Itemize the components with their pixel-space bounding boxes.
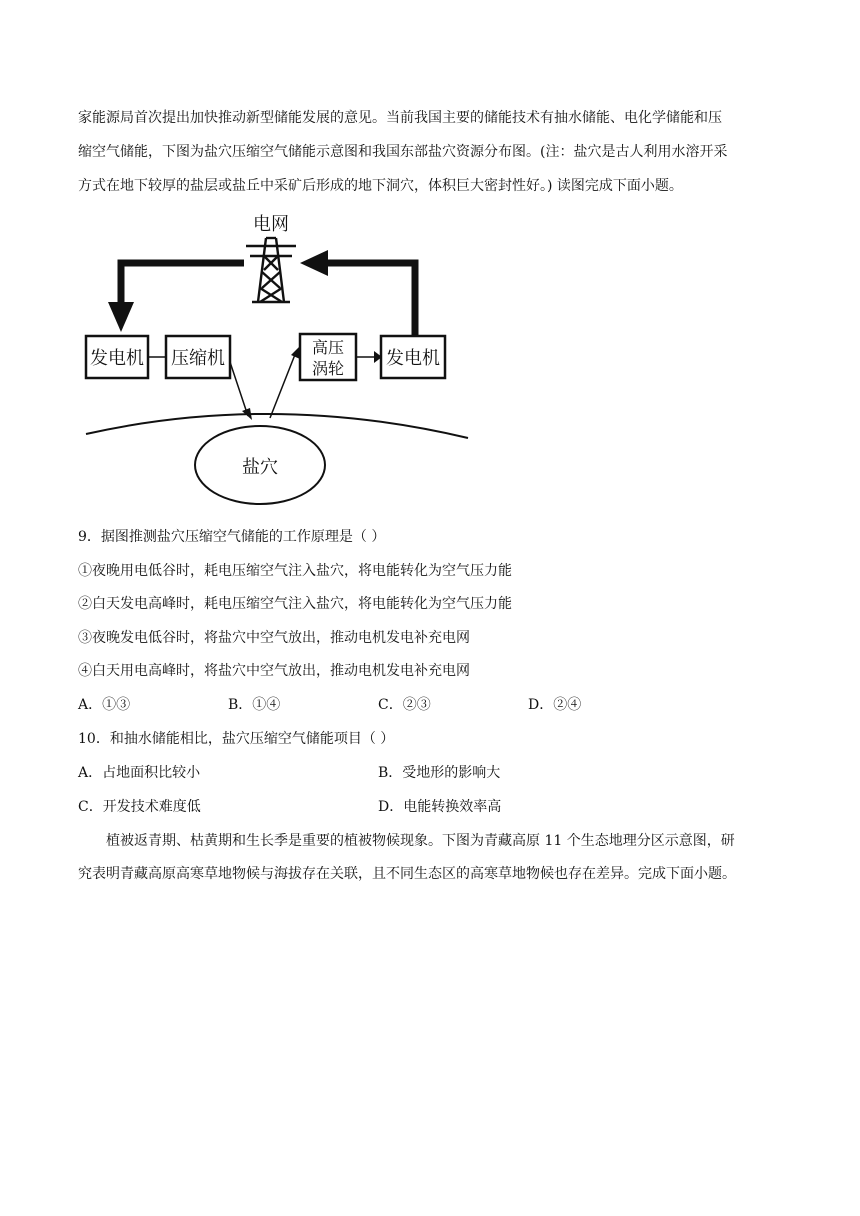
q10-option-c[interactable]: C．开发技术难度低 xyxy=(78,799,201,815)
q10-option-d[interactable]: D．电能转换效率高 xyxy=(378,799,502,815)
q9-option-d[interactable]: D．②④ xyxy=(528,697,582,713)
generator-right-label: 发电机 xyxy=(386,348,440,369)
q9-option-b[interactable]: B．①④ xyxy=(228,697,281,713)
cavern-to-turbine-arrow xyxy=(270,352,296,418)
left-arrowhead-icon xyxy=(300,250,328,276)
turbine-label-line2: 涡轮 xyxy=(311,359,345,378)
grid-label: 电网 xyxy=(253,214,289,235)
q9-option-c[interactable]: C．②③ xyxy=(378,697,431,713)
q9-stem: 9．据图推测盐穴压缩空气储能的工作原理是（ ） xyxy=(78,529,386,545)
intro-line-3: 方式在地下较厚的盐层或盐丘中采矿后形成的地下洞穴，体积巨大密封性好。) 读图完成下面小题。 xyxy=(78,178,683,194)
generator-left-label: 发电机 xyxy=(90,348,144,369)
generator-to-grid-arrow xyxy=(324,263,415,336)
q9-statement-4: ④白天用电高峰时，将盐穴中空气放出，推动电机发电补充电网 xyxy=(78,663,470,679)
compressor-to-cavern-arrow xyxy=(230,362,248,416)
q10-option-b[interactable]: B．受地形的影响大 xyxy=(378,765,501,781)
grid-to-generator-arrow xyxy=(121,263,244,304)
salt-cavern-label: 盐穴 xyxy=(242,457,278,478)
q9-statement-3: ③夜晚发电低谷时，将盐穴中空气放出，推动电机发电补充电网 xyxy=(78,630,470,646)
q9-statement-1: ①夜晚用电低谷时，耗电压缩空气注入盐穴，将电能转化为空气压力能 xyxy=(78,563,512,579)
up-arrowhead-icon-small xyxy=(291,346,300,359)
intro-line-1: 家能源局首次提出加快推动新型储能发展的意见。当前我国主要的储能技术有抽水储能、电化学储能和压 xyxy=(78,110,722,126)
salt-cavern-diagram xyxy=(84,212,474,512)
compressor-label: 压缩机 xyxy=(171,348,225,369)
passage2-line-2: 究表明青藏高原高寒草地物候与海拔存在关联，且不同生态区的高寒草地物候也存在差异。完成下面小题。 xyxy=(78,866,736,882)
q9-statement-2: ②白天发电高峰时，耗电压缩空气注入盐穴，将电能转化为空气压力能 xyxy=(78,596,512,612)
turbine-label-line1: 高压 xyxy=(311,338,345,357)
ground-surface-curve xyxy=(86,414,468,438)
q9-option-a[interactable]: A．①③ xyxy=(78,697,131,713)
intro-line-2: 缩空气储能，下图为盐穴压缩空气储能示意图和我国东部盐穴资源分布图。(注：盐穴是古人利用水溶开采 xyxy=(78,144,728,160)
down-arrowhead-icon xyxy=(108,302,134,332)
transmission-tower-icon xyxy=(246,238,296,302)
q10-option-a[interactable]: A．占地面积比较小 xyxy=(78,765,201,781)
q10-stem: 10．和抽水储能相比，盐穴压缩空气储能项目（ ） xyxy=(78,731,395,747)
passage2-line-1: 植被返青期、枯黄期和生长季是重要的植被物候现象。下图为青藏高原 11 个生态地理分区示意图，研 xyxy=(106,833,735,849)
